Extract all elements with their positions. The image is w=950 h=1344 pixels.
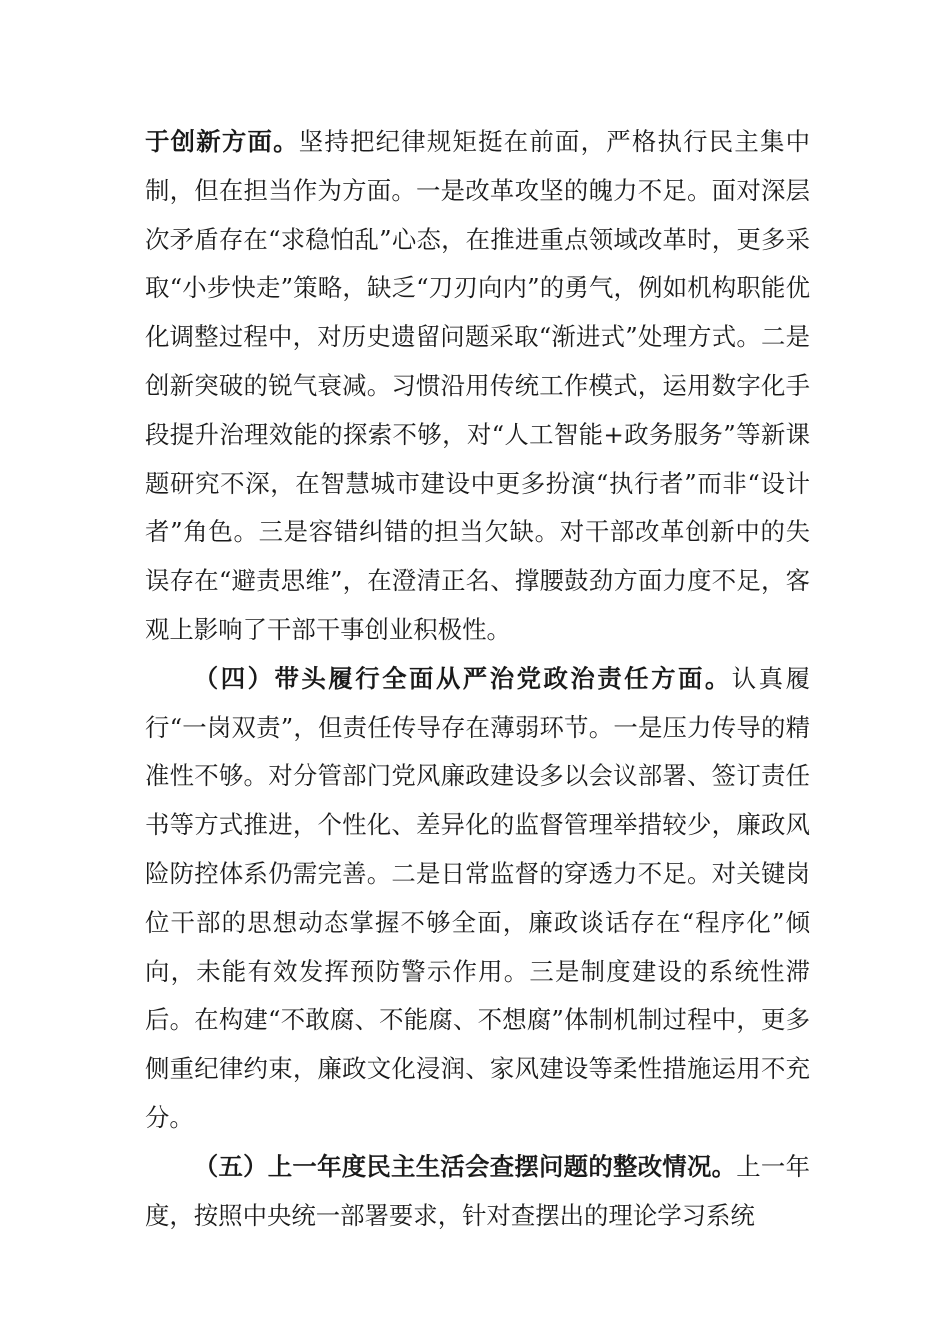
paragraph-heading: 于创新方面。 [145,127,299,156]
document-body [145,118,810,1240]
section-heading-4: （四）带头履行全面从严治党政治责任方面。 [193,663,732,693]
paragraph-section-4 [145,655,810,1143]
section-heading-5: （五）上一年度民主生活会查摆问题的整改情况。 [193,1151,737,1181]
paragraph-continued [145,118,810,655]
paragraph-section-5 [145,1143,810,1241]
paragraph-text: 上一年度，按照中央统一部署要求，针对查摆出的理论学习系统 [145,1151,810,1230]
paragraph-text: 坚持把纪律规矩挺在前面，严格执行民主集中制，但在担当作为方面。一是改革攻坚的魄力不足。面对深层次矛盾存在“求稳怕乱”心态，在推进重点领域改革时，更多采取“小步快走”策略，缺乏“刀刃向内”的勇气，例如机构职能优化调整过程中，对历史遗留问题采取“渐进式”处理方式。二是创新突破的锐气衰减。习惯沿用传统工作模式，运用数字化手段提升治理效能的探索不够，对“人工智能+政务服务”等新课题研究不深，在智慧城市建设中更多扮演“执行者”而非“设计者”角色。三是容错纠错的担当欠缺。对干部改革创新中的失误存在“避责思维”，在澄清正名、撑腰鼓劲方面力度不足，客观上影响了干部干事创业积极性。 [145,127,810,644]
paragraph-text: 认真履行“一岗双责”，但责任传导存在薄弱环节。一是压力传导的精准性不够。对分管部门党风廉政建设多以会议部署、签订责任书等方式推进，个性化、差异化的监督管理举措较少，廉政风险防控体系仍需完善。二是日常监督的穿透力不足。对关键岗位干部的思想动态掌握不够全面，廉政谈话存在“程序化”倾向，未能有效发挥预防警示作用。三是制度建设的系统性滞后。在构建“不敢腐、不能腐、不想腐”体制机制过程中，更多侧重纪律约束，廉政文化浸润、家风建设等柔性措施运用不充分。 [145,663,810,1132]
